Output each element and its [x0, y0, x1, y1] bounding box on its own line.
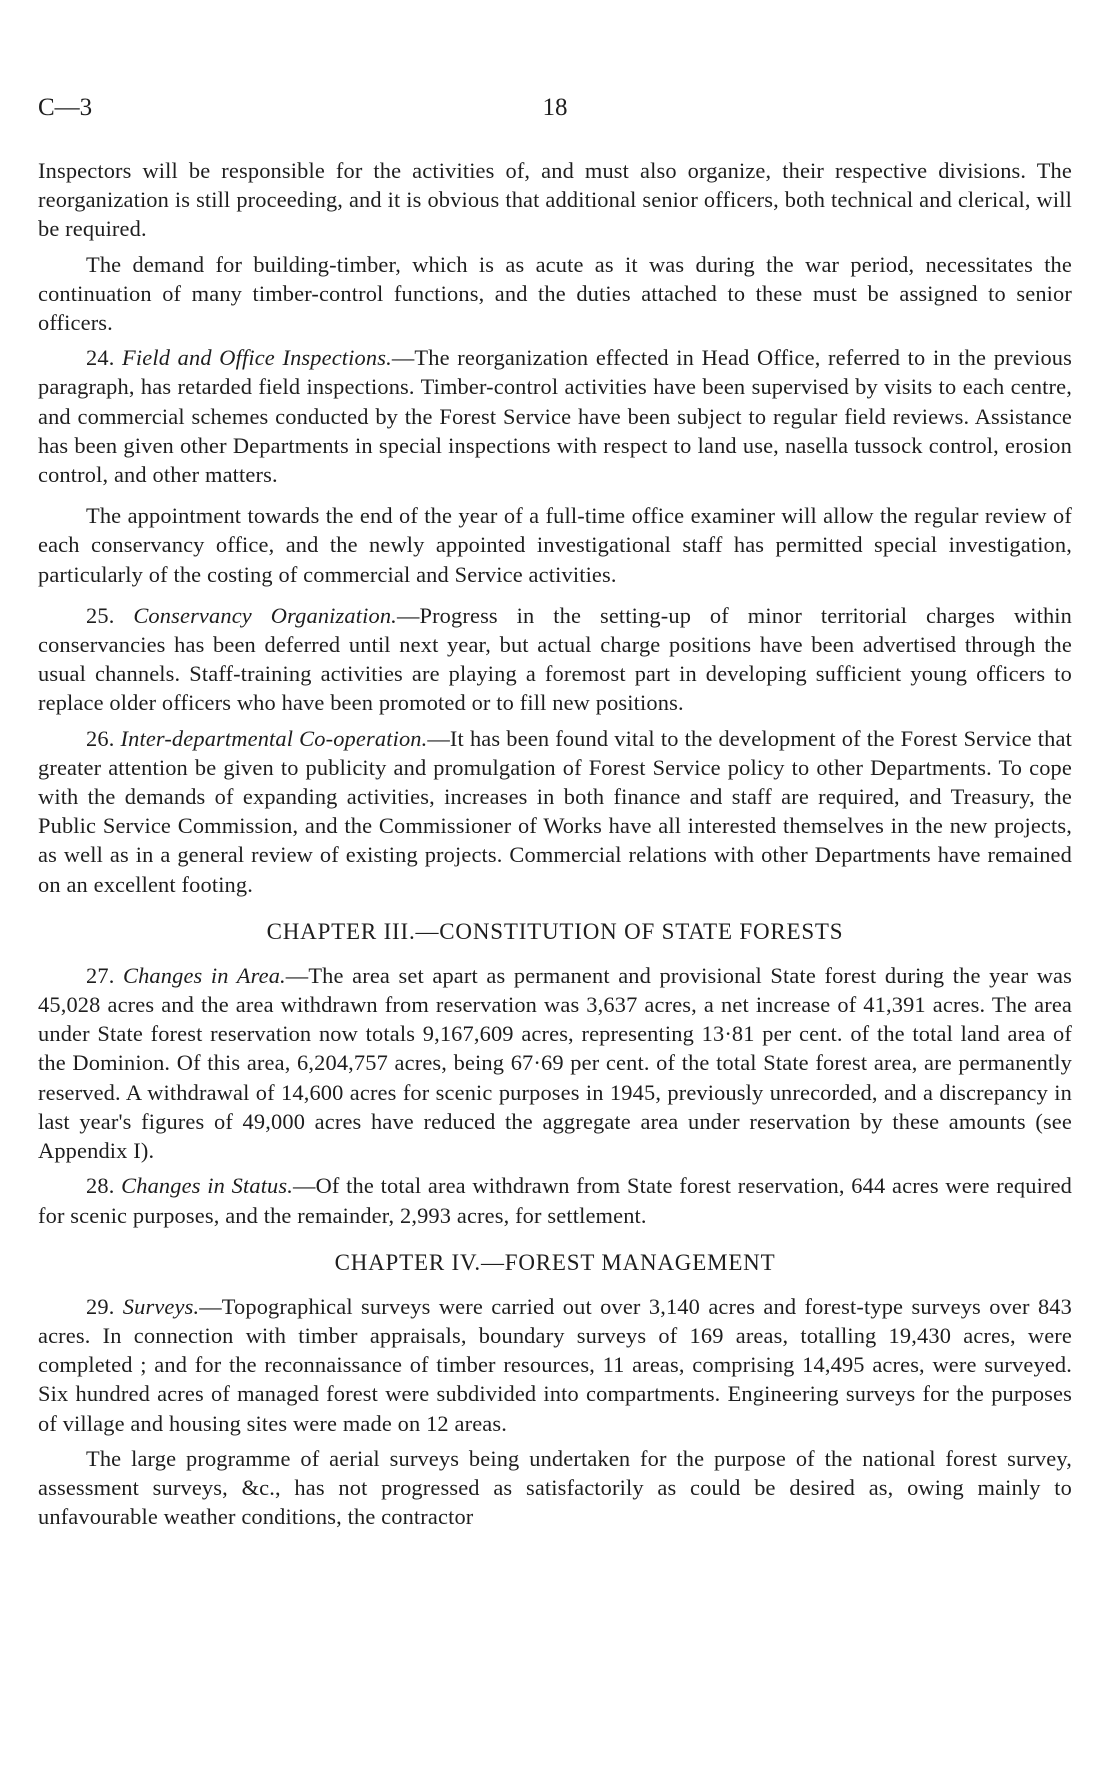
section-text: —The reorganization effected in Head Office, referred to in the previous paragraph, has retarded field inspections. Timber-control activities have been supervised by visits to each centre, and commercial schemes conducted by the Forest Service have been subject to regular field reviews. Assistance has been given other Departments in special inspections with respect to land use, nasella tussock control, erosion control, and other matters. — [38, 345, 1072, 488]
section-28 — [38, 1171, 1072, 1229]
section-24 — [38, 343, 1072, 489]
page-number: 18 — [542, 94, 568, 121]
paragraph-inspectors: Inspectors will be responsible for the activities of, and must also organize, their respective divisions. The reorganization is still proceeding, and it is obvious that additional senior officers, both technical and clerical, will be required. — [38, 158, 1072, 242]
paragraph-office-examiner: The appointment towards the end of the year of a full-time office examiner will allow the regular review of each conservancy office, and the newly appointed investigational staff has permitted special investigation, particularly of the costing of commercial and Service activities. — [38, 503, 1072, 587]
section-number: 24. — [86, 345, 115, 371]
body-text — [38, 156, 1072, 1537]
section-title: Changes in Area. — [122, 962, 286, 988]
paragraph-building-timber: The demand for building-timber, which is as acute as it was during the war period, necessitates the continuation of many timber-control functions, and the duties attached to these must be assigned to senior officers. — [38, 251, 1072, 336]
section-title: Field and Office Inspections. — [122, 345, 392, 371]
chapter-heading-iii: CHAPTER III.—CONSTITUTION OF STATE FORESTS — [266, 918, 844, 944]
section-number: 26. — [86, 725, 115, 751]
section-title: Surveys. — [122, 1293, 200, 1319]
section-text: —Topographical surveys were carried out over 3,140 acres and forest-type surveys over 843 acres. In connection with timber appraisals, boundary surveys of 169 areas, totalling 19,430 acres, were completed ; and for the reconnaissance of timber resources, 11 areas, comprising 14,495 acres, were surveyed. Six hundred acres of managed forest were subdivided into compartments. Engineering surveys for the purposes of village and housing sites were made on 12 areas. — [38, 1293, 1072, 1436]
section-text: —The area set apart as permanent and provisional State forest during the year was 45,028 acres and the area withdrawn from reservation was 3,637 acres, a net increase of 41,391 acres. The area under State forest reservation now totals 9,167,609 acres, representing 13·81 per cent. of the total land area of the Dominion. Of this area, 6,204,757 acres, being 67·69 per cent. of the total State forest area, are permanently reserved. A withdrawal of 14,600 acres for scenic purposes in 1945, previously unrecorded, and a discrepancy in last year's figures of 49,000 acres have reduced the aggregate area under reservation by these amounts (see Appendix I). — [38, 962, 1072, 1164]
section-text: —Of the total area withdrawn from State forest reservation, 644 acres were required for scenic purposes, and the remainder, 2,993 acres, for settlement. — [38, 1173, 1073, 1228]
section-number: 28. — [86, 1173, 115, 1199]
section-25 — [38, 601, 1072, 718]
running-header — [38, 94, 1072, 126]
section-title: Inter-departmental Co-operation. — [120, 725, 428, 751]
section-title: Changes in Status. — [121, 1173, 294, 1199]
section-number: 29. — [86, 1293, 115, 1319]
section-text: —It has been found vital to the development of the Forest Service that greater attention be given to publicity and promulgation of Forest Service policy to other Departments. To cope with the demands of expanding activities, increases in both finance and staff are required, and Treasury, the Public Service Commission, and the Commissioner of Works have all interested themselves in the new projects, as well as in a general review of existing projects. Commercial relations with other Departments have remained on an excellent footing. — [38, 725, 1072, 897]
paragraph-aerial-surveys: The large programme of aerial surveys being undertaken for the purpose of the national forest survey, assessment surveys, &c., has not progressed as satisfactorily as could be desired as, owing mainly to unfavourable weather conditions, the contractor — [38, 1445, 1072, 1530]
section-text: —Progress in the setting-up of minor territorial charges within conservancies has been deferred until next year, but actual charge positions have been advertised through the usual channels. Staff-training activities are playing a foremost part in developing sufficient young officers to replace older officers who have been promoted or to fill new positions. — [38, 602, 1072, 716]
section-29 — [38, 1292, 1072, 1438]
section-26 — [38, 724, 1072, 899]
section-27 — [38, 961, 1072, 1165]
document-page — [38, 0, 1072, 1781]
document-code: C—3 — [38, 94, 93, 121]
section-number: 25. — [86, 602, 115, 628]
section-number: 27. — [86, 962, 115, 988]
section-title: Conservancy Organization. — [133, 602, 397, 628]
chapter-heading-iv: CHAPTER IV.—FOREST MANAGEMENT — [334, 1249, 776, 1275]
